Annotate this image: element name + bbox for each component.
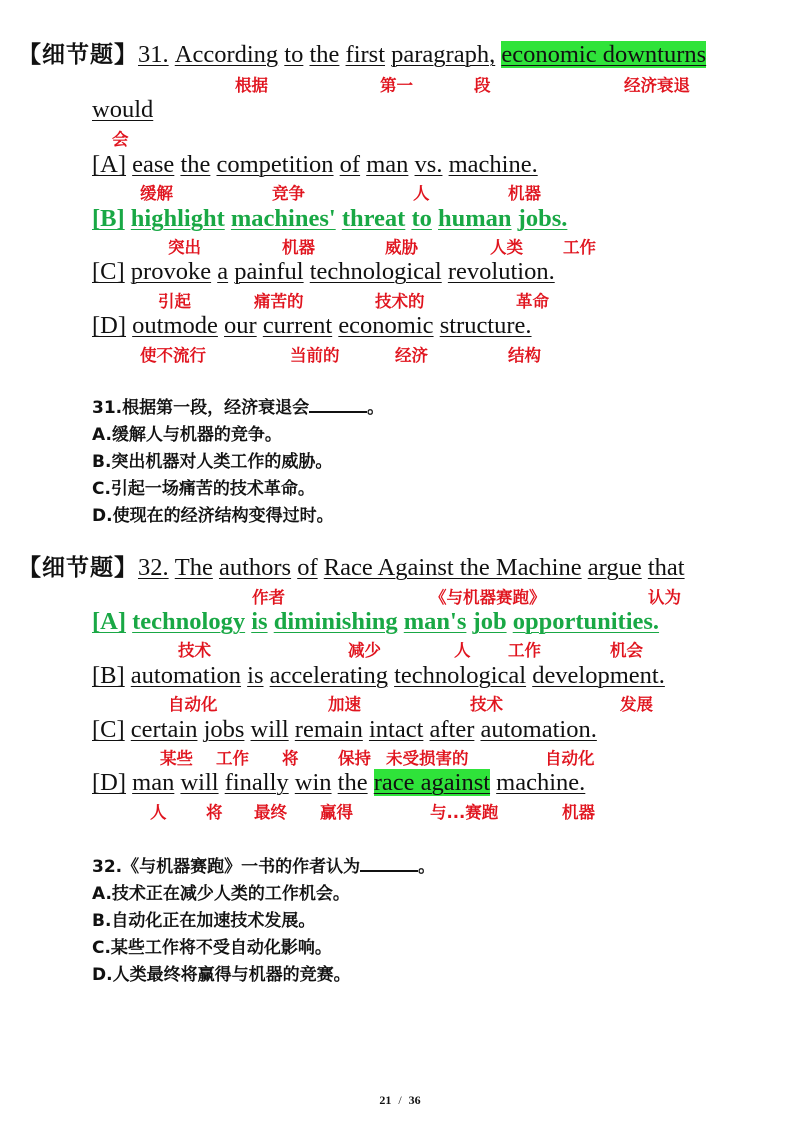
- word: intact: [368, 716, 424, 743]
- gloss: 减少: [348, 641, 381, 660]
- q31-stem-line: [18, 40, 706, 70]
- q32-cn-option-a: A.技术正在减少人类的工作机会。: [92, 884, 350, 904]
- option-label: [D]: [92, 312, 127, 339]
- gloss: 将: [206, 803, 223, 822]
- word: job: [472, 608, 507, 635]
- word: According: [174, 41, 279, 68]
- gloss: 结构: [508, 346, 541, 365]
- q31-cn-option-a: A.缓解人与机器的竞争。: [92, 425, 282, 445]
- gloss: 突出: [168, 238, 201, 257]
- word: vs.: [414, 151, 443, 178]
- word: outmode: [132, 312, 218, 339]
- question-number: 32.: [138, 554, 169, 581]
- option-label: [A]: [92, 151, 127, 178]
- cn-text: 32.《与机器赛跑》一书的作者认为: [92, 857, 361, 877]
- gloss: 最终: [254, 803, 287, 822]
- word: machine.: [448, 151, 538, 178]
- word: ease: [132, 151, 175, 178]
- book-title: Race Against the Machine: [323, 554, 582, 581]
- word: diminishing: [273, 608, 398, 635]
- word: our: [224, 312, 257, 339]
- gloss: 会: [112, 130, 129, 149]
- q31-cn-stem: [92, 397, 384, 419]
- gloss: 段: [474, 76, 491, 95]
- word: the: [309, 41, 340, 68]
- word: man's: [403, 608, 467, 635]
- gloss: 作者: [252, 588, 285, 607]
- option-c: [92, 715, 597, 745]
- q31-stem-continuation: [92, 95, 153, 125]
- gloss: 技术: [178, 641, 211, 660]
- page-number: [0, 1093, 800, 1108]
- gloss: 机器: [562, 803, 595, 822]
- word: remain: [294, 716, 363, 743]
- gloss: 缓解: [140, 184, 173, 203]
- gloss: 使不流行: [140, 346, 206, 365]
- option-label: [B]: [92, 662, 125, 689]
- q31-cn-option-b: B.突出机器对人类工作的威胁。: [92, 452, 333, 472]
- gloss: 竞争: [272, 184, 305, 203]
- word: the: [180, 151, 211, 178]
- gloss: 经济: [395, 346, 428, 365]
- gloss: 人: [413, 184, 430, 203]
- question-type-tag: 【细节题】: [18, 42, 138, 68]
- word: will: [250, 716, 289, 743]
- word: opportunities.: [512, 608, 660, 635]
- q32-stem-line: [18, 553, 685, 583]
- word: machine.: [496, 769, 586, 796]
- gloss: 赢得: [320, 803, 353, 822]
- gloss: 机会: [610, 641, 643, 660]
- word: man: [366, 151, 409, 178]
- gloss: 工作: [508, 641, 541, 660]
- option-label: [C]: [92, 258, 125, 285]
- gloss: 工作: [216, 749, 249, 768]
- option-c: [92, 257, 555, 287]
- word: win: [294, 769, 332, 796]
- gloss: 机器: [508, 184, 541, 203]
- gloss: 《与机器赛跑》: [430, 588, 546, 607]
- word: automation.: [480, 716, 597, 743]
- gloss: 机器: [282, 238, 315, 257]
- option-label: [C]: [92, 716, 125, 743]
- word: revolution.: [447, 258, 555, 285]
- gloss: 人: [454, 641, 471, 660]
- word: a: [217, 258, 229, 285]
- word: structure.: [439, 312, 532, 339]
- highlighted-phrase: economic downturns: [501, 41, 707, 68]
- gloss: 根据: [235, 76, 268, 95]
- word: jobs: [203, 716, 245, 743]
- word: competition: [216, 151, 334, 178]
- gloss: 加速: [328, 695, 361, 714]
- word: of: [339, 151, 361, 178]
- word: will: [180, 769, 219, 796]
- word: finally: [224, 769, 289, 796]
- cn-text: 。: [418, 857, 436, 877]
- total-pages: 36: [408, 1093, 421, 1107]
- word: of: [297, 554, 318, 581]
- gloss: 自动化: [545, 749, 595, 768]
- word: after: [429, 716, 475, 743]
- gloss: 人: [150, 803, 167, 822]
- word: development.: [532, 662, 665, 689]
- word: machines': [230, 205, 336, 232]
- option-d: [92, 768, 585, 798]
- gloss: 第一: [380, 76, 413, 95]
- gloss: 认为: [648, 588, 681, 607]
- gloss: 革命: [516, 292, 549, 311]
- gloss: 保持: [338, 749, 371, 768]
- gloss: 发展: [620, 695, 653, 714]
- option-b-correct: [92, 204, 567, 234]
- option-b: [92, 661, 665, 691]
- word: economic: [338, 312, 434, 339]
- word: certain: [130, 716, 198, 743]
- q32-cn-option-c: C.某些工作将不受自动化影响。: [92, 938, 332, 958]
- option-a: [92, 150, 538, 180]
- word: human: [438, 205, 512, 232]
- gloss: 未受损害的: [386, 749, 469, 768]
- answer-blank: [360, 856, 418, 872]
- gloss: 经济衰退: [624, 76, 690, 95]
- word: paragraph,: [391, 41, 496, 68]
- current-page: 21: [379, 1093, 392, 1107]
- word: technology: [132, 608, 246, 635]
- page-separator: /: [398, 1093, 402, 1107]
- word: jobs.: [517, 205, 568, 232]
- word: painful: [234, 258, 304, 285]
- option-label: [A]: [92, 608, 127, 635]
- answer-blank: [309, 397, 367, 413]
- word: is: [247, 662, 264, 689]
- question-number: 31.: [138, 41, 169, 68]
- word: threat: [341, 205, 406, 232]
- gloss: 工作: [563, 238, 596, 257]
- gloss: 引起: [158, 292, 191, 311]
- gloss: 人类: [490, 238, 523, 257]
- word: to: [284, 41, 304, 68]
- question-type-tag: 【细节题】: [18, 555, 138, 581]
- word: argue: [587, 554, 642, 581]
- option-label: [D]: [92, 769, 127, 796]
- word: man: [132, 769, 175, 796]
- word: authors: [218, 554, 292, 581]
- word: automation: [130, 662, 242, 689]
- word: technological: [394, 662, 527, 689]
- gloss: 威胁: [385, 238, 418, 257]
- option-a-correct: [92, 607, 659, 637]
- word: to: [411, 205, 432, 232]
- word: current: [262, 312, 333, 339]
- q32-cn-option-d: D.人类最终将赢得与机器的竞赛。: [92, 965, 351, 985]
- q32-cn-option-b: B.自动化正在加速技术发展。: [92, 911, 316, 931]
- word: The: [174, 554, 213, 581]
- q31-cn-option-c: C.引起一场痛苦的技术革命。: [92, 479, 315, 499]
- cn-text: 31.根据第一段，经济衰退会: [92, 398, 310, 418]
- gloss: 某些: [160, 749, 193, 768]
- word: is: [251, 608, 268, 635]
- word: first: [345, 41, 386, 68]
- gloss: 痛苦的: [254, 292, 304, 311]
- word: would: [92, 96, 154, 123]
- q32-cn-stem: [92, 856, 435, 878]
- option-label: [B]: [92, 205, 125, 232]
- option-d: [92, 311, 532, 341]
- word: highlight: [130, 205, 225, 232]
- gloss: 与...赛跑: [430, 803, 499, 822]
- gloss: 将: [282, 749, 299, 768]
- gloss: 技术: [470, 695, 503, 714]
- gloss: 当前的: [290, 346, 340, 365]
- gloss: 技术的: [375, 292, 425, 311]
- word: that: [647, 554, 685, 581]
- word: technological: [309, 258, 442, 285]
- word: the: [337, 769, 368, 796]
- word: accelerating: [269, 662, 388, 689]
- q31-cn-option-d: D.使现在的经济结构变得过时。: [92, 506, 334, 526]
- word: provoke: [130, 258, 212, 285]
- cn-text: 。: [367, 398, 385, 418]
- gloss: 自动化: [168, 695, 218, 714]
- highlighted-phrase: race against: [373, 769, 491, 796]
